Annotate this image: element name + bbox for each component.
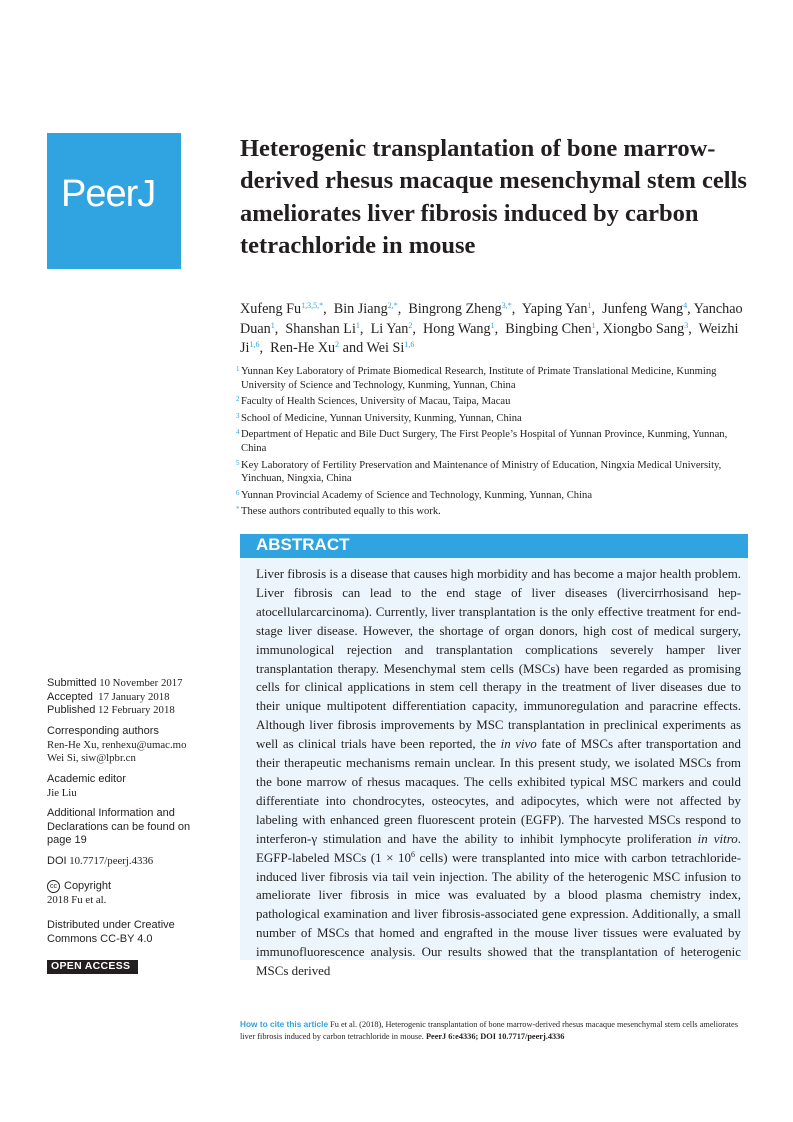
abstract-heading-bar — [240, 534, 748, 558]
additional-information: Additional Information and Declarations can be found on page 19 — [47, 807, 191, 847]
open-access-badge: OPEN ACCESS — [47, 960, 138, 974]
author: Hong Wang$^1$ — [423, 320, 495, 337]
peerj-logo — [47, 133, 181, 269]
author: Bin Jiang$^{2,*}$ — [333, 301, 398, 317]
citation-text: Fu et al. (2018), Heterogenic transplantation of bone marrow-derived rhesus macaque mesenchymal stem cells ameliorates liver fibrosis induced by carbon tetrachloride in mouse. — [240, 1020, 738, 1041]
doi[interactable]: DOI 10.7717/peerj.4336 — [47, 855, 154, 867]
author: Yanchao Duan$^1$ — [240, 301, 743, 337]
affiliation-item: 3 School of Medicine, Yunnan University, Kunming, Yunnan, China — [236, 411, 522, 424]
copyright-block: cc Copyright 2018 Fu et al. — [47, 880, 112, 906]
author-conjunction: and — [342, 340, 364, 357]
author: Wei Si$^{1,6}$ — [366, 340, 415, 357]
author: Shanshan Li$^1$ — [285, 320, 360, 337]
author: Xufeng $Fu^{1,3,5,*}$ — [240, 301, 324, 317]
citation-journal: PeerJ 6:e4336; DOI 10.7717/peerj.4336 — [425, 1031, 565, 1041]
license[interactable]: Distributed under Creative Commons CC-BY 4.0 — [47, 919, 175, 945]
author: Ren-He Xu$^2$ — [270, 340, 340, 357]
dates-block: Submitted 10 November 2017 Accepted 17 January 2018 Published 12 February 2018 — [47, 677, 183, 717]
affiliation-item: 1 Yunnan Key Laboratory of Primate Biomedical Research, Institute of Primate Translational Medicine, Kunming University of Science and Technology, Kunming, Yunnan, China — [236, 365, 717, 391]
affiliation-note: * These authors contributed equally to this work. — [236, 505, 441, 518]
author: Junfeng Wang$^4$ — [602, 301, 688, 317]
author: Weizhi Ji$^{1,6}$ — [240, 320, 739, 357]
author: Xiongbo Sang$^3$ — [602, 320, 689, 337]
author-list: Xufeng $Fu^{1,3,5,*}$, Bin Jiang$^{2,*}$, Bingrong Zheng$^{3,*}$, Yaping Yan$^1$, Junfeng Wang$^4$, Yanchao Duan$^1$, Shanshan Li$^1$, Li Yan$^2$, Hong Wang$^1$, Bingbing Chen$^1$, Xiongbo Sang$^3$, Weizhi Ji$^{1,6}$, Ren-He Xu$^2$ and Wei Si$^{1,6}$ — [240, 301, 743, 357]
article-title: Heterogenic transplantation of bone marrow-derived rhesus macaque mesenchymal stem cells ameliorates liver fibrosis induced by carbon tetrachloride in mouse — [240, 135, 747, 260]
abstract-text: Liver fibrosis is a disease that causes high morbidity and has become a major health problem. Liver fibrosis can lead to the end stage of liver diseases (livercirrhosisand hepatocellularcarcinoma). Currently, liver transplantation is the only effective treatment for end-stage liver disease. However, the shortage of organ donors, high cost of medical surgery, immunological rejection and transplantation complications severely hamper liver transplantation therapy. Mesenchymal stem cells (MSCs) have been regarded as promising cells for clinical applications in stem cell therapy in the treatment of liver diseases due to their unique multipotent differentiation capacity, immunoregulation and paracrine effects. Although liver fibrosis improvements by MSC transplantation in preclinical experiments as well as clinical trials have been reported, the in vivo fate of MSCs after transportation and their therapeutic mechanisms remain unclear. In this present study, we isolated MSCs from the bone marrow of rhesus macaques. The cells exhibited typical MSC markers and could differentiate into chondrocytes, osteocytes, and adipocytes, which were not affected by labeling with enhanced green fluorescent protein (EGFP). The harvested MSCs respond to interferon-γ stimulation and have the ability to inhibit lymphocyte proliferation in vitro. EGFP-labeled MSCs ($1 \times 10^6$ cells) were transplanted into mice with carbon tetrachloride-induced liver fibrosis via tail vein injection. The ability of the heterogenic MSC infusion to ameliorate liver fibrosis in mice was evaluated by a blood plasma chemistry index, pathological examination and liver fibrosis-associated gene expression. Additionally, a small number of MSCs that homed and engrafted in the mouse liver tissues were evaluated by immunofluorescence analysis. Our results showed that the transplantation of heterogenic MSCs derived — [256, 566, 741, 979]
citation — [240, 1019, 750, 1042]
logo-text: PeerJ — [61, 173, 156, 215]
affiliations — [236, 365, 746, 522]
affiliation-item: 4 Department of Hepatic and Bile Duct Surgery, The First People’s Hospital of Yunnan Province, Kunming, Yunnan, China — [236, 428, 728, 454]
author: Yaping Yan$^1$ — [521, 301, 592, 317]
author: Bingbing Chen$^1$ — [505, 320, 596, 337]
citation-label: How to cite this article — [240, 1019, 329, 1029]
author: Bingrong Zheng$^{3,*}$ — [408, 301, 512, 317]
affiliation-item: 2 Faculty of Health Sciences, University of Macau, Taipa, Macau — [236, 395, 511, 408]
copyright-icon: cc — [47, 880, 60, 893]
affiliation-item: 6 Yunnan Provincial Academy of Science and Technology, Kunming, Yunnan, China — [236, 488, 593, 501]
affiliation-item: 5 Key Laboratory of Fertility Preservation and Maintenance of Ministry of Education, Ningxia Medical University, Yinchuan, Ningxia, China — [236, 458, 722, 485]
academic-editor: Academic editor Jie Liu — [47, 773, 126, 799]
abstract-heading: ABSTRACT — [256, 535, 350, 554]
author: Li Yan$^2$ — [370, 320, 413, 337]
corresponding-authors: Corresponding authors Ren-He Xu, renhexu@umac.mo Wei Si, siw@lpbr.cn — [47, 725, 187, 765]
